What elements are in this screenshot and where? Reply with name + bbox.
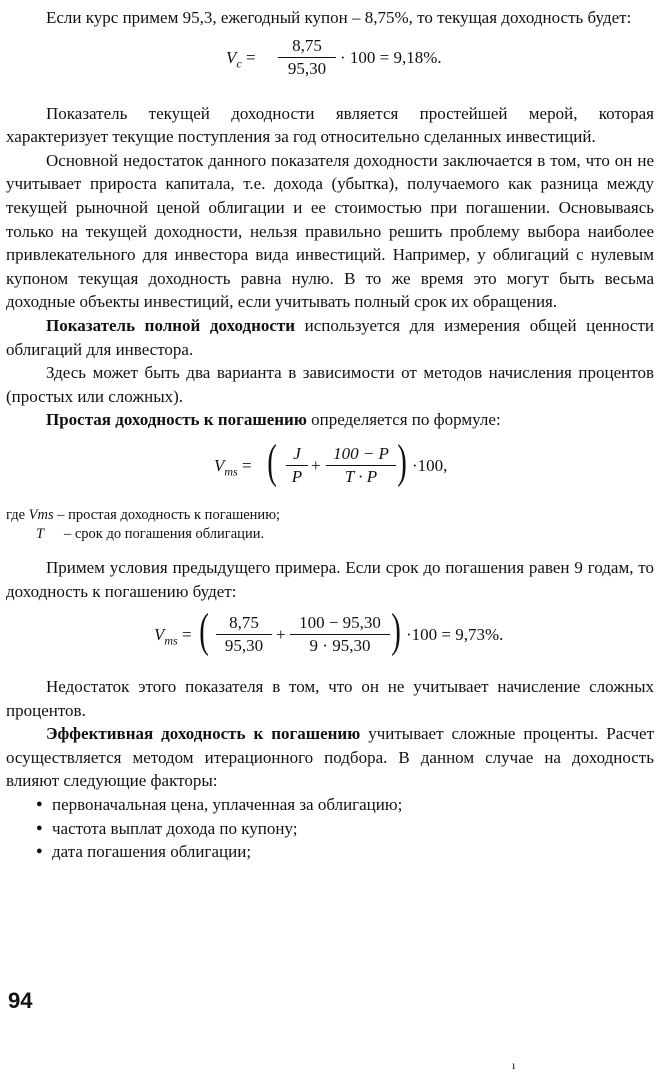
paragraph-3: Основной недостаток данного показателя доходности заключается в том, что он не учитывает прироста капитала, т.е. дохода (убытка), получаемого как разница между текущей рыночной ценой облигации и ее стоимостью при погашении. Основываясь только на текущей доходности, нельзя правильно решить проблему выбора наиболее привлекательного для инвестора вида инвестиций. Например, у облигаций с нулевым купоном текущая доходность равна нулю. В то же время это могут быть весьма доходные объекты инвестиций, если учитывать полный срок их обращения.	[6, 150, 654, 312]
page-number: 94	[8, 988, 33, 1013]
paragraph-6: Простая доходность к погашению определяется по формуле:	[46, 410, 501, 430]
formula-example-yield: $V_{ms}$ = ( 8,75 95,30 + 100 − 95,30 9 · 95,30 ) ·100 = 9,73%.	[154, 604, 504, 658]
paragraph-7: Примем условия предыдущего примера. Если срок до погашения равен 9 годам, то доходность к погашению будет:	[6, 557, 654, 601]
formula-rhs: · 100 = 9,18%.	[340, 47, 442, 67]
list-item: ● первоначальная цена, уплаченная за облигацию;	[6, 793, 654, 817]
scan-mark: ı	[512, 1058, 516, 1072]
fraction: 100 − 95,30 9 · 95,30	[290, 613, 390, 656]
term-full-yield: Показатель полной доходности	[46, 315, 296, 335]
page-content	[6, 6, 654, 864]
fraction: J P	[286, 444, 308, 487]
term-simple-yield: Простая доходность к погашению	[46, 410, 307, 430]
fraction: 8,75 95,30	[216, 613, 272, 656]
formula-rhs: ·100,	[412, 455, 448, 475]
paragraph-2: Показатель текущей доходности является простейшей мерой, которая характеризует текущие поступления за год относительно сделанных инвестиций.	[6, 103, 654, 147]
paragraph-8: Недостаток этого показателя в том, что он не учитывает начисление сложных процентов.	[6, 677, 654, 720]
term-effective-yield: Эффективная доходность к погашению	[46, 724, 361, 744]
formula-simple-yield: $V_{ms}$ = ( J P + 100 − P T · P ) ·100,	[214, 434, 448, 488]
factor-list	[6, 793, 654, 864]
fraction: 8,75 95,30	[278, 36, 336, 79]
formula-rhs: ·100 = 9,73%.	[406, 625, 504, 645]
formula-lhs: $V_{ms}$ =	[214, 455, 252, 479]
definitions	[6, 506, 654, 544]
formula-lhs: $V_c$ =	[226, 47, 256, 70]
paragraph-9: Эффективная доходность к погашению учитывает сложные проценты. Расчет осуществляется методом итерационного подбора. В данном случае на доходность влияют следующие факторы:	[6, 724, 655, 791]
list-item: ● частота выплат дохода по купону;	[6, 817, 654, 841]
formula-lhs: $V_{ms}$ =	[154, 625, 192, 648]
definition-vms: где Vms – простая доходность к погашению;	[6, 506, 281, 523]
paragraph-5: Здесь может быть два варианта в зависимости от методов начисления процентов (простых или сложных).	[6, 363, 654, 406]
paragraph-4: Показатель полной доходности используется для измерения общей ценности облигаций для инвестора.	[6, 315, 654, 359]
paragraph-1: Если курс примем 95,3, ежегодный купон – 8,75%, то текущая доходность будет:	[46, 8, 632, 27]
formula-current-yield	[6, 30, 654, 90]
definition-t: T – срок до погашения облигации.	[36, 525, 265, 542]
list-item: ● дата погашения облигации;	[6, 840, 654, 864]
fraction: 100 − P T · P	[326, 444, 396, 487]
